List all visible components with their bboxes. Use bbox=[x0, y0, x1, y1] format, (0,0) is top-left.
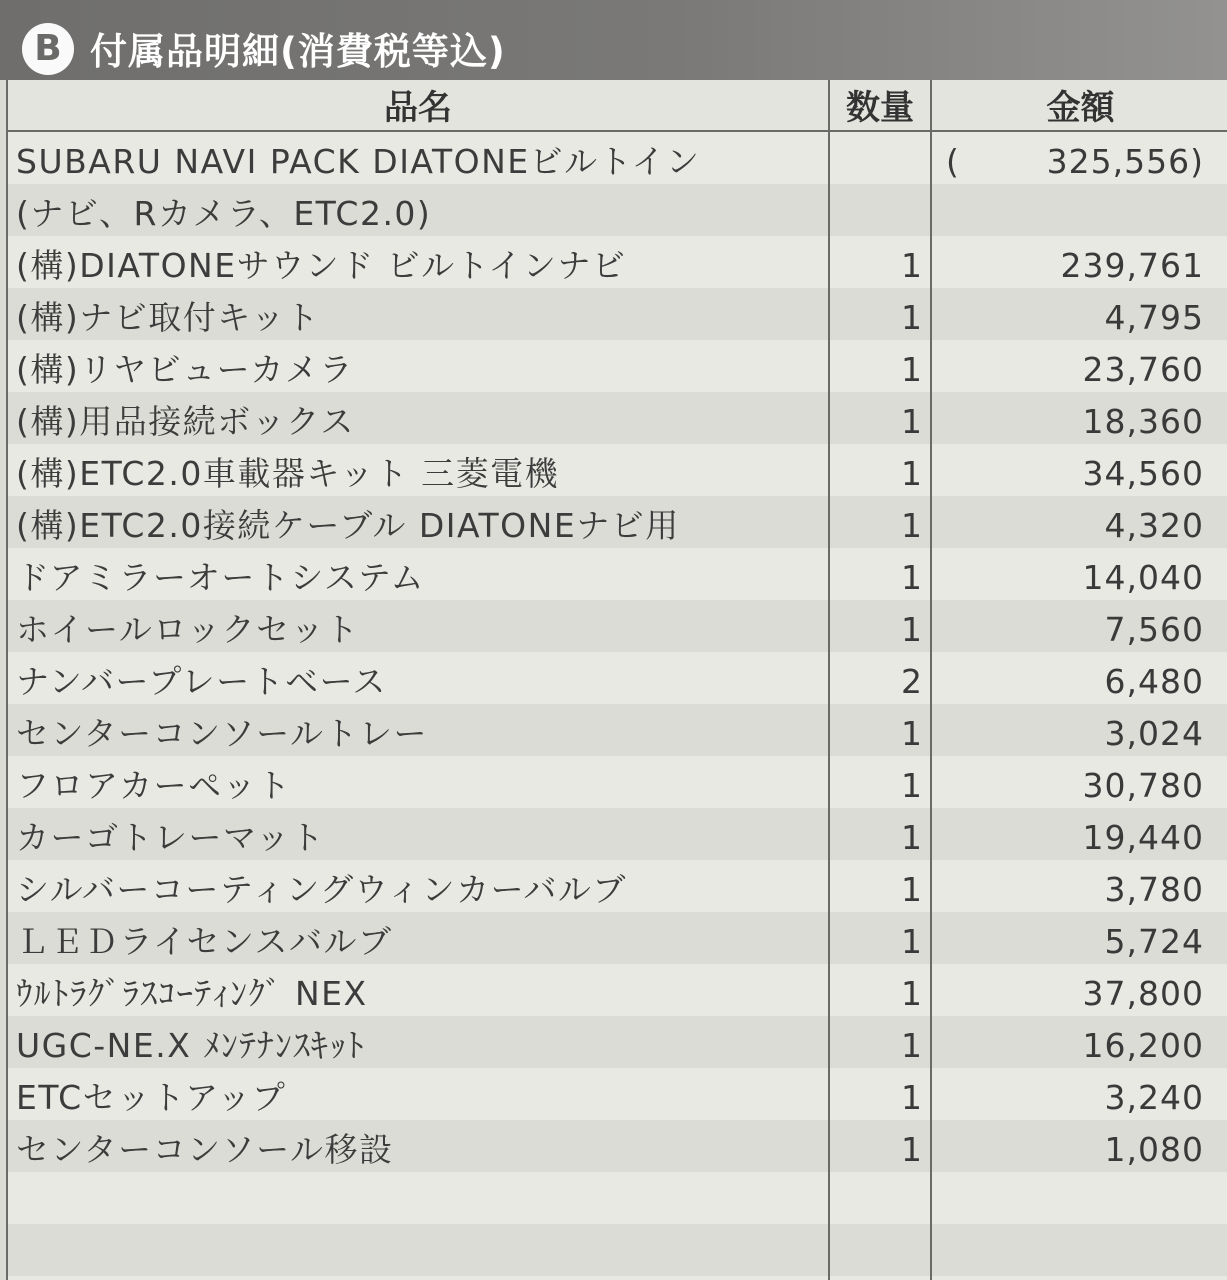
item-name: センターコンソールトレー bbox=[16, 714, 429, 753]
table-row bbox=[8, 396, 1227, 448]
item-name: ETCセットアップ bbox=[16, 1078, 287, 1117]
item-amount: 16,200 bbox=[1082, 1026, 1204, 1065]
item-name: (構)ナビ取付キット bbox=[16, 298, 321, 337]
table-row bbox=[8, 1072, 1227, 1124]
table-row bbox=[8, 812, 1227, 864]
item-amount: 19,440 bbox=[1082, 818, 1204, 857]
item-qty: 1 bbox=[901, 454, 922, 493]
item-amount: 23,760 bbox=[1082, 350, 1204, 389]
column-header-name: 品名 bbox=[384, 88, 452, 128]
item-name: フロアカーペット bbox=[16, 766, 292, 805]
package-row bbox=[8, 136, 1227, 188]
table-row bbox=[8, 1020, 1227, 1072]
package-name: SUBARU NAVI PACK DIATONEビルトイン bbox=[16, 142, 701, 181]
section-title: 付属品明細(消費税等込) bbox=[90, 30, 506, 73]
item-amount: 18,360 bbox=[1082, 402, 1204, 441]
table-row bbox=[8, 1124, 1227, 1176]
item-name: (構)ETC2.0車載器キット 三菱電機 bbox=[16, 454, 560, 493]
table-row bbox=[8, 916, 1227, 968]
item-qty: 1 bbox=[901, 766, 922, 805]
table-row bbox=[8, 240, 1227, 292]
item-name: UGC-NE.X ﾒﾝﾃﾅﾝｽｷｯﾄ bbox=[16, 1026, 366, 1065]
item-amount: 14,040 bbox=[1082, 558, 1204, 597]
item-amount: 239,761 bbox=[1060, 246, 1204, 285]
item-name: ＬＥＤライセンスバルブ bbox=[16, 922, 393, 961]
item-name: ドアミラーオートシステム bbox=[16, 558, 426, 597]
item-qty: 1 bbox=[901, 1130, 922, 1169]
section-header bbox=[0, 0, 1227, 80]
item-qty: 1 bbox=[901, 714, 922, 753]
item-name: センターコンソール移設 bbox=[16, 1130, 394, 1169]
package-row-sub bbox=[8, 188, 1227, 240]
item-qty: 1 bbox=[901, 1078, 922, 1117]
item-qty: 1 bbox=[901, 974, 922, 1013]
package-paren: ( bbox=[946, 142, 959, 181]
item-amount: 3,240 bbox=[1104, 1078, 1204, 1117]
item-name: カーゴトレーマット bbox=[16, 818, 326, 857]
item-amount: 34,560 bbox=[1082, 454, 1204, 493]
item-qty: 1 bbox=[901, 298, 922, 337]
item-name: ナンバープレートベース bbox=[16, 662, 387, 701]
table-header bbox=[8, 80, 1227, 132]
item-name: ｳﾙﾄﾗｸﾞﾗｽｺｰﾃｨﾝｸﾞ NEX bbox=[16, 974, 368, 1013]
table-row bbox=[8, 708, 1227, 760]
item-amount: 5,724 bbox=[1104, 922, 1204, 961]
item-name: (構)ETC2.0接続ケーブル DIATONEナビ用 bbox=[16, 506, 680, 545]
item-qty: 1 bbox=[901, 610, 922, 649]
item-amount: 6,480 bbox=[1104, 662, 1204, 701]
table-row bbox=[8, 656, 1227, 708]
table-row bbox=[8, 552, 1227, 604]
item-qty: 1 bbox=[901, 246, 922, 285]
item-amount: 4,320 bbox=[1104, 506, 1204, 545]
table-row bbox=[8, 968, 1227, 1020]
table-row bbox=[8, 292, 1227, 344]
table-row bbox=[8, 448, 1227, 500]
table-row bbox=[8, 604, 1227, 656]
item-qty: 1 bbox=[901, 818, 922, 857]
item-name: (構)用品接続ボックス bbox=[16, 402, 355, 441]
item-qty: 2 bbox=[901, 662, 922, 701]
package-amount: 325,556) bbox=[1046, 142, 1204, 181]
table-row bbox=[8, 500, 1227, 552]
item-amount: 3,024 bbox=[1104, 714, 1204, 753]
table-row bbox=[8, 760, 1227, 812]
item-amount: 4,795 bbox=[1104, 298, 1204, 337]
item-qty: 1 bbox=[901, 402, 922, 441]
item-qty: 1 bbox=[901, 1026, 922, 1065]
item-name: (構)リヤビューカメラ bbox=[16, 350, 354, 389]
item-amount: 7,560 bbox=[1104, 610, 1204, 649]
item-amount: 3,780 bbox=[1104, 870, 1204, 909]
item-amount: 1,080 bbox=[1104, 1130, 1204, 1169]
item-name: シルバーコーティングウィンカーバルブ bbox=[16, 870, 627, 909]
item-qty: 1 bbox=[901, 506, 922, 545]
package-contents: (ナビ、Rカメラ、ETC2.0) bbox=[16, 194, 432, 233]
table-row bbox=[8, 344, 1227, 396]
table-row bbox=[8, 864, 1227, 916]
item-qty: 1 bbox=[901, 558, 922, 597]
item-qty: 1 bbox=[901, 870, 922, 909]
accessories-table bbox=[6, 80, 1227, 1280]
column-header-amount: 金額 bbox=[1046, 88, 1115, 128]
item-amount: 30,780 bbox=[1082, 766, 1204, 805]
item-qty: 1 bbox=[901, 350, 922, 389]
column-header-qty: 数量 bbox=[846, 88, 914, 128]
item-qty: 1 bbox=[901, 922, 922, 961]
item-name: ホイールロックセット bbox=[16, 610, 360, 649]
section-badge: B bbox=[22, 23, 74, 75]
item-amount: 37,800 bbox=[1082, 974, 1204, 1013]
item-name: (構)DIATONEサウンド ビルトインナビ bbox=[16, 246, 627, 285]
